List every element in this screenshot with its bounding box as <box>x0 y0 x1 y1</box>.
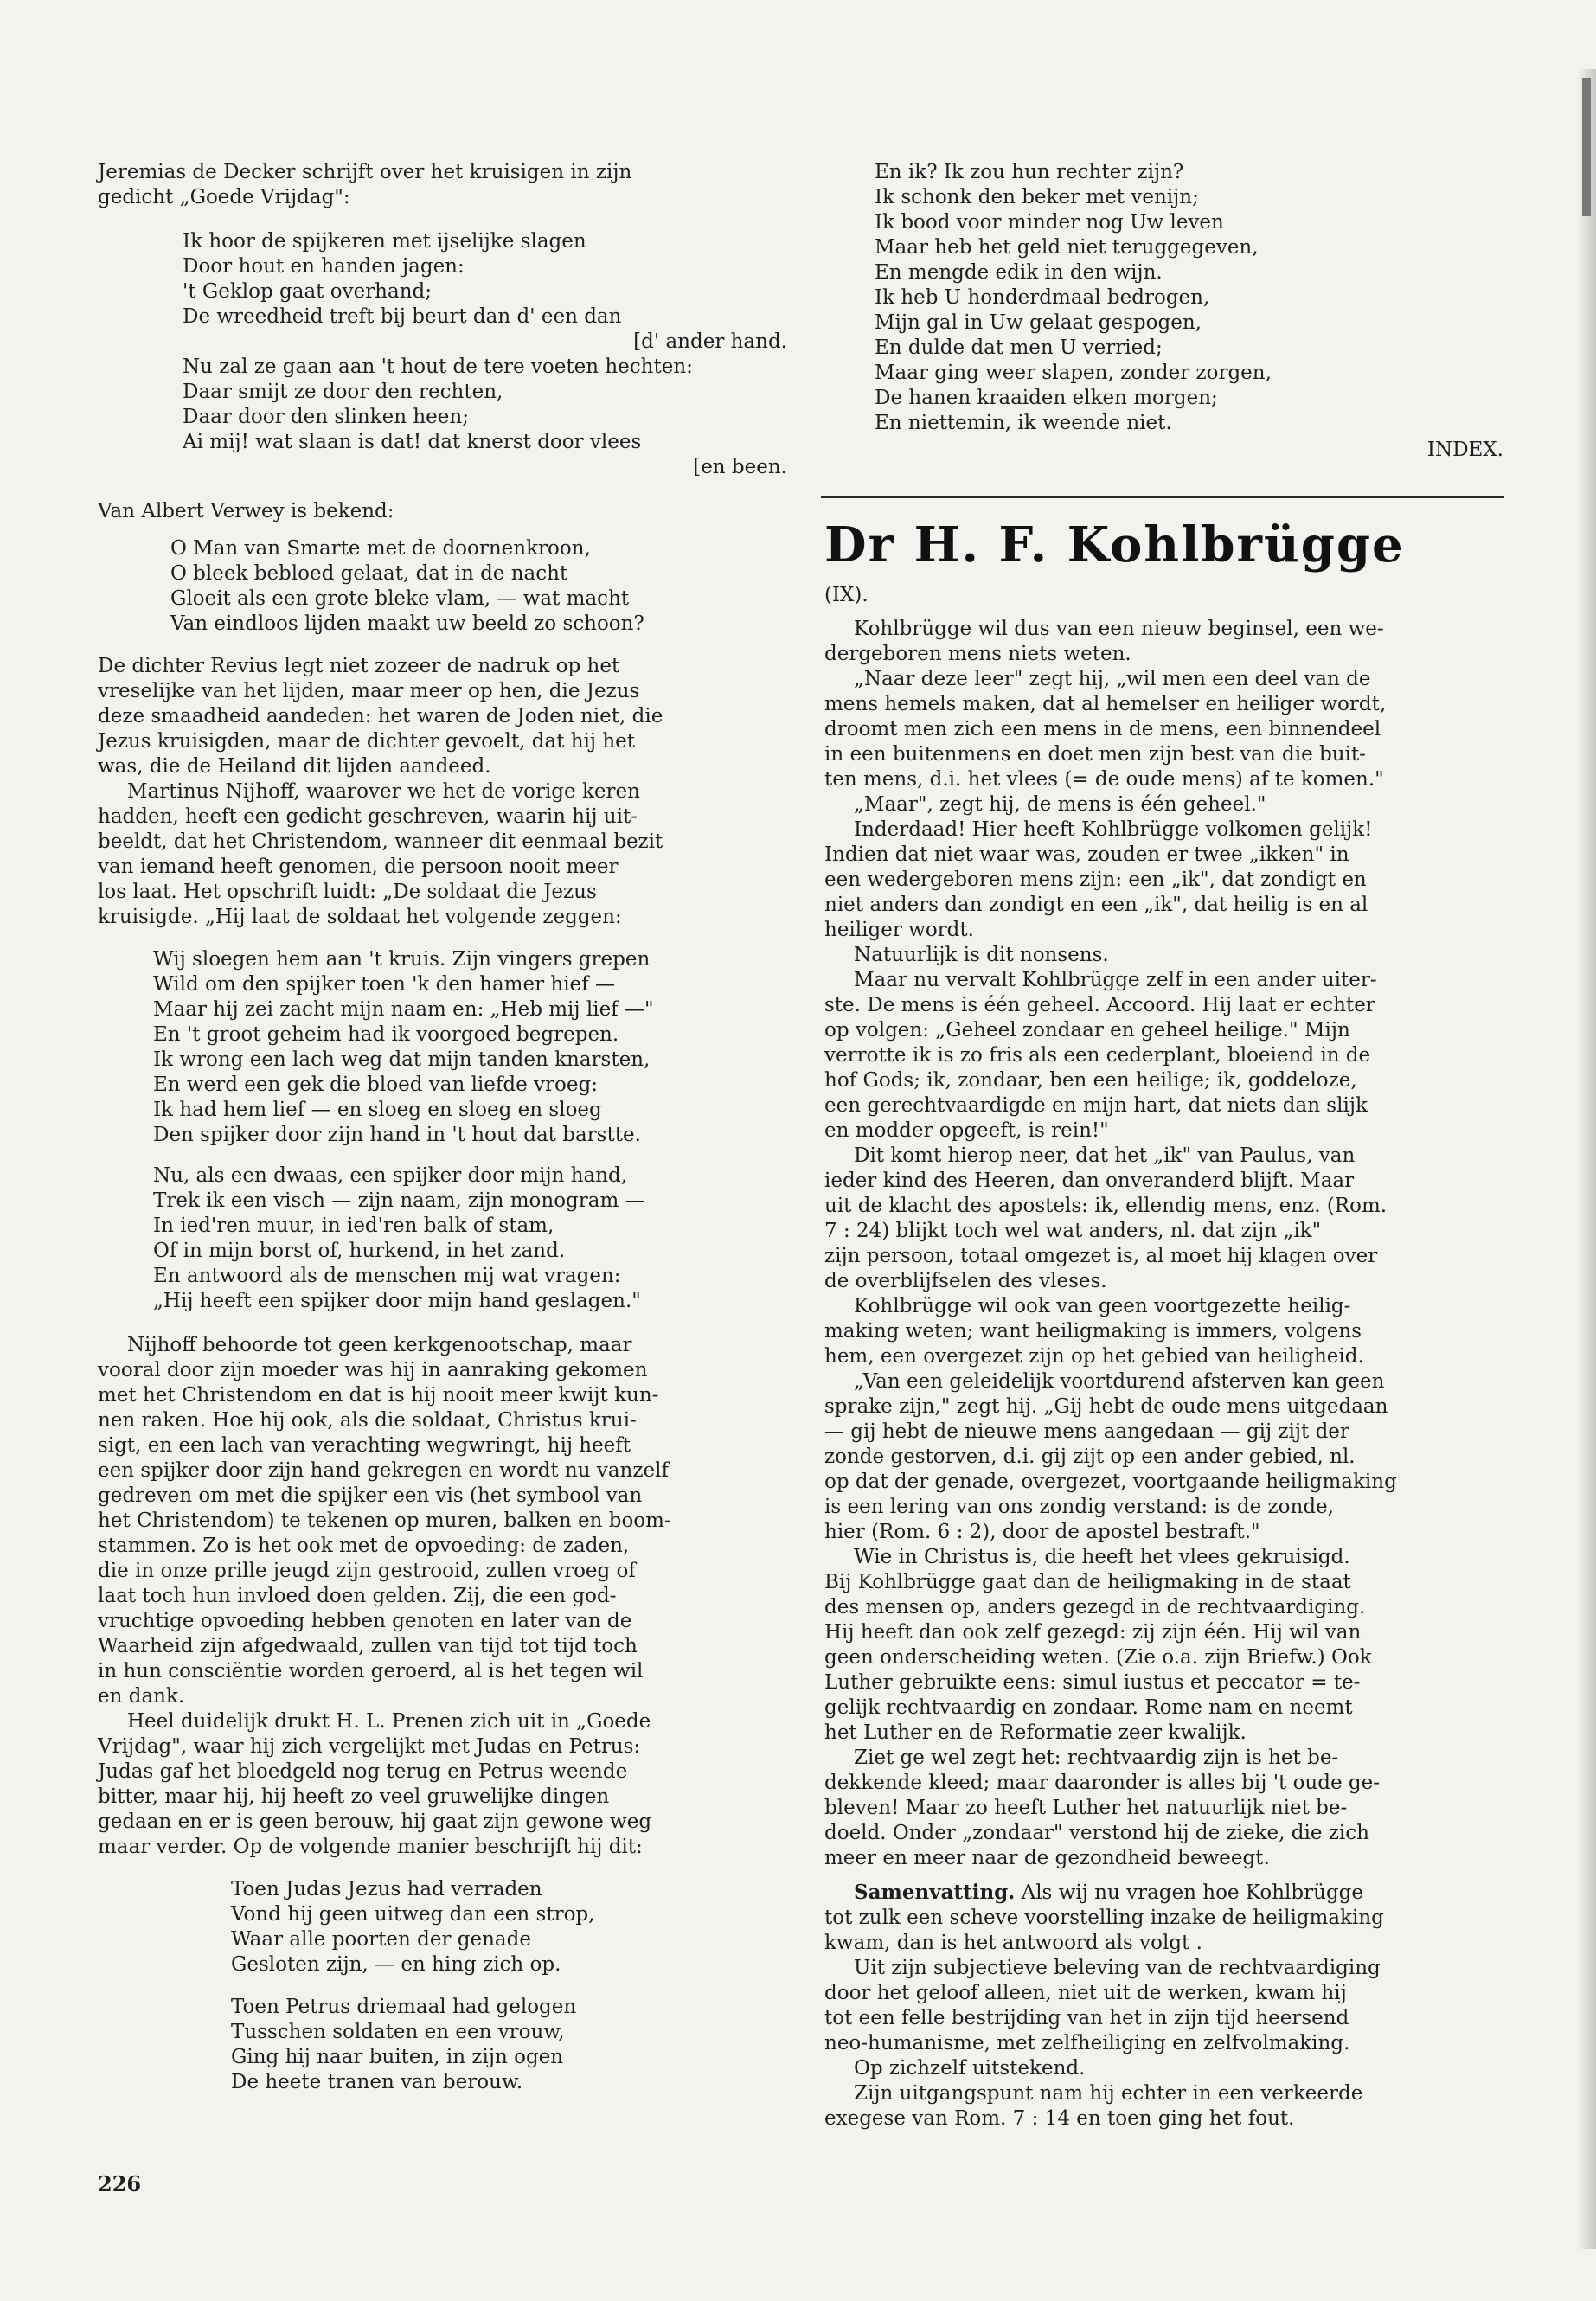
text-line: die in onze prille jeugd zijn gestrooid, zullen vroeg of <box>98 1560 636 1582</box>
text-line: en modder opgeeft, is rein!" <box>824 1119 1109 1142</box>
paragraph-nijhoff-2 <box>98 1333 787 1709</box>
text-line: 7 : 24) blijkt toch wel wat anders, nl. dat zijn „ik" <box>824 1220 1322 1242</box>
text-line: gedreven om met die spijker een vis (het symbool van <box>98 1484 643 1507</box>
poem-line: Gloeit als een grote bleke vlam, — wat macht <box>170 587 630 610</box>
poem-line: Mijn gal in Uw gelaat gespogen, <box>875 311 1202 334</box>
poem-line: [d' ander hand. <box>633 330 787 353</box>
poem-line: Den spijker door zijn hand in 't hout dat barstte. <box>153 1124 641 1146</box>
text-line: maar verder. Op de volgende manier beschrijft hij dit: <box>98 1836 643 1858</box>
text-line: droomt men zich een mens in de mens, een binnendeel <box>824 718 1381 740</box>
text-line: Martinus Nijhoff, waarover we het de vorige keren <box>127 780 640 803</box>
text-line: een wedergeboren mens zijn: een „ik", dat zondigt en <box>824 868 1367 891</box>
summary-heading: Samenvatting. <box>854 1881 1016 1904</box>
text-line: niet anders dan zondigt en een „ik", dat heilig is en al <box>824 894 1368 916</box>
paragraph-4 <box>824 817 1503 943</box>
text-line: „Naar deze leer" zegt hij, „wil men een deel van de <box>854 668 1371 690</box>
text-line: dekkende kleed; maar daaronder is alles bij 't oude ge- <box>824 1772 1380 1794</box>
text-line: zijn persoon, totaal omgezet is, al moet hij klagen over <box>824 1245 1378 1267</box>
text-line: Ziet ge wel zegt het: rechtvaardig zijn is het be- <box>854 1747 1339 1769</box>
paragraph-5 <box>824 943 1503 968</box>
poem-line: En ik? Ik zou hun rechter zijn? <box>875 161 1184 183</box>
text-line: Op zichzelf uitstekend. <box>854 2057 1086 2080</box>
text-line: hem, een overgezet zijn op het gebied van heiligheid. <box>824 1345 1364 1368</box>
text-line: Waarheid zijn afgedwaald, zullen van tijd tot tijd toch <box>98 1635 638 1657</box>
poem-line: Door hout en handen jagen: <box>183 255 465 278</box>
text-line: „Maar", zegt hij, de mens is één geheel." <box>854 793 1266 816</box>
text-line: geen onderscheiding weten. (Zie o.a. zijn Briefw.) Ook <box>824 1646 1372 1669</box>
text-line: Bij Kohlbrügge gaat dan de heiligmaking in de staat <box>824 1571 1351 1593</box>
poem-line: O bleek bebloed gelaat, dat in de nacht <box>170 562 568 585</box>
text-line: vreselijke van het lijden, maar meer op hen, die Jezus <box>98 680 640 702</box>
poem-line: Van eindloos lijden maakt uw beeld zo schoon? <box>170 612 644 635</box>
text-line: op dat der genade, overgezet, voortgaande heiligmaking <box>824 1471 1397 1493</box>
author-signature: INDEX. <box>1426 439 1503 461</box>
section-divider <box>821 496 1504 498</box>
text-line: Kohlbrügge wil ook van geen voortgezette heilig- <box>854 1295 1351 1317</box>
poem-line: Wild om den spijker toen 'k den hamer hief — <box>153 973 615 996</box>
text-line: van iemand heeft genomen, die persoon nooit meer <box>98 856 619 878</box>
poem-line: De wreedheid treft bij beurt dan d' een dan <box>183 305 622 328</box>
text-line: Uit zijn subjectieve beleving van de rechtvaardiging <box>854 1957 1381 1979</box>
text-line: Nijhoff behoorde tot geen kerkgenootschap, maar <box>127 1334 632 1356</box>
text-line: in een buitenmens en doet men zijn best van die buit- <box>824 743 1366 766</box>
text-line: tot zulk een scheve voorstelling inzake de heiligmaking <box>824 1907 1384 1929</box>
text-line: Heel duidelijk drukt H. L. Prenen zich uit in „Goede <box>127 1710 651 1733</box>
poem-prenen-stanza-1 <box>202 1877 787 1977</box>
right-column <box>824 160 1503 2131</box>
paragraph-9 <box>824 1369 1503 1545</box>
poem-line: Vond hij geen uitweg dan een strop, <box>231 1903 595 1926</box>
text-line: in hun consciëntie worden geroerd, al is het tegen wil <box>98 1660 644 1682</box>
poem-line: Ik heb U honderdmaal bedrogen, <box>875 286 1210 309</box>
text-line: het Christendom) te tekenen op muren, balken en boom- <box>98 1509 671 1532</box>
text-line: neo-humanisme, met zelfheiliging en zelfvolmaking. <box>824 2032 1350 2054</box>
poem-line: Nu, als een dwaas, een spijker door mijn hand, <box>153 1164 628 1187</box>
text-line: laat toch hun invloed doen gelden. Zij, die een god- <box>98 1585 617 1607</box>
paragraph-10 <box>824 1545 1503 1746</box>
poem-line: Tusschen soldaten en een vrouw, <box>231 2021 565 2043</box>
text-line: Wie in Christus is, die heeft het vlees gekruisigd. <box>854 1546 1350 1568</box>
text-line: Zijn uitgangspunt nam hij echter in een verkeerde <box>854 2082 1363 2105</box>
poem-line: Nu zal ze gaan aan 't hout de tere voeten hechten: <box>183 356 693 378</box>
poem-line: O Man van Smarte met de doornenkroon, <box>170 537 591 560</box>
text-line: gedaan en er is geen berouw, hij gaat zijn gewone weg <box>98 1811 652 1833</box>
poem-verwey <box>141 536 787 637</box>
text-line: ieder kind des Heeren, dan onveranderd blijft. Maar <box>824 1170 1355 1192</box>
paragraph-prenen <box>98 1709 787 1860</box>
poem-line: Wij sloegen hem aan 't kruis. Zijn vingers grepen <box>153 948 651 971</box>
poem-line: Ging hij naar buiten, in zijn ogen <box>231 2046 564 2068</box>
poem-line: En dulde dat men U verried; <box>875 336 1163 359</box>
scan-edge-shadow <box>1577 69 1596 2249</box>
poem-nijhoff-stanza-2 <box>124 1163 787 1314</box>
text-line: sigt, en een lach van verachting wegwringt, hij heeft <box>98 1434 631 1457</box>
text-line: mens hemels maken, dat al hemelser en heiliger wordt, <box>824 693 1387 715</box>
poem-line: „Hij heeft een spijker door mijn hand geslagen." <box>153 1290 641 1312</box>
poem-line: Ik wrong een lach weg dat mijn tanden knarsten, <box>153 1048 651 1071</box>
text-line: de overblijfselen des vleses. <box>824 1270 1107 1292</box>
poem-line: Gesloten zijn, — en hing zich op. <box>231 1953 561 1976</box>
paragraph-12 <box>824 1956 1503 2056</box>
poem-line: Of in mijn borst of, hurkend, in het zand. <box>153 1240 566 1262</box>
poem-prenen-stanza-3 <box>845 160 1503 436</box>
text-line: Vrijdag", waar hij zich vergelijkt met Judas en Petrus: <box>98 1735 641 1758</box>
text-line: een gerechtvaardigde en mijn hart, dat niets dan slijk <box>824 1094 1368 1117</box>
poem-line: Trek ik een visch — zijn naam, zijn monogram — <box>153 1189 645 1212</box>
stanza-gap <box>98 1148 787 1163</box>
poem-line: Maar hij zei zacht mijn naam en: „Heb mij lief —" <box>153 998 654 1021</box>
text-line: Inderdaad! Hier heeft Kohlbrügge volkomen gelijk! <box>854 818 1373 841</box>
poem-decker <box>153 229 787 480</box>
text-line: Natuurlijk is dit nonsens. <box>854 944 1109 966</box>
article-subtitle: (IX). <box>824 584 869 606</box>
poem-line: Ik schonk den beker met venijn; <box>875 186 1199 208</box>
poem-line: Daar door den slinken heen; <box>183 406 469 428</box>
summary-first-line <box>824 1880 1503 1906</box>
poem-line: Ik hoor de spijkeren met ijselijke slagen <box>183 230 586 253</box>
poem-line: [en been. <box>693 456 787 478</box>
poem-line: Ik had hem lief — en sloeg en sloeg en sloeg <box>153 1099 602 1121</box>
article-title: Dr H. F. Kohlbrügge <box>824 516 1405 574</box>
paragraph-7 <box>824 1144 1503 1294</box>
text-line: vooral door zijn moeder was hij in aanraking gekomen <box>98 1359 648 1381</box>
text-line: De dichter Revius legt niet zozeer de nadruk op het <box>98 655 620 677</box>
text-line: het Luther en de Reformatie zeer kwalijk. <box>824 1721 1247 1744</box>
paragraph-nijhoff <box>98 779 787 930</box>
text-line: making weten; want heiligmaking is immers, volgens <box>824 1320 1362 1343</box>
summary-paragraph <box>824 1906 1503 1956</box>
text-line: Indien dat niet waar was, zouden er twee „ikken" in <box>824 843 1349 866</box>
text-line: kwam, dan is het antwoord als volgt . <box>824 1932 1202 1954</box>
text-line: verrotte ik is zo fris als een cederplant, bloeiend in de <box>824 1044 1371 1067</box>
text-line: op volgen: „Geheel zondaar en geheel heilige." Mijn <box>824 1019 1350 1042</box>
text-line: ten mens, d.i. het vlees (= de oude mens) af te komen." <box>824 768 1384 791</box>
poem-prenen-stanza-2 <box>202 1995 787 2095</box>
poem-nijhoff-stanza-1 <box>124 947 787 1148</box>
text-line: sprake zijn," zegt hij. „Gij hebt de oude mens uitgedaan <box>824 1395 1388 1418</box>
text-line: ste. De mens is één geheel. Accoord. Hij laat er echter <box>824 994 1375 1016</box>
text-line: „Van een geleidelijk voortdurend afsterven kan geen <box>854 1370 1385 1393</box>
poem-line: Toen Petrus driemaal had gelogen <box>231 1996 577 2018</box>
text-line: Dit komt hierop neer, dat het „ik" van Paulus, van <box>854 1144 1356 1167</box>
poem-line: En werd een gek die bloed van liefde vroeg: <box>153 1074 598 1096</box>
text-line: tot een felle bestrijding van het in zijn tijd heersend <box>824 2007 1349 2029</box>
poem-line: En 't groot geheim had ik voorgoed begrepen. <box>153 1023 619 1046</box>
text-line: uit de klacht des apostels: ik, ellendig mens, enz. (Rom. <box>824 1195 1388 1217</box>
text-line: doeld. Onder „zondaar" verstond hij de zieke, die zich <box>824 1822 1369 1844</box>
text-line: hadden, heeft een gedicht geschreven, waarin hij uit- <box>98 805 638 828</box>
poem-line: De heete tranen van berouw. <box>231 2071 523 2093</box>
paragraph-revius <box>98 654 787 779</box>
text-line: bitter, maar hij, hij heeft zo veel gruwelijke dingen <box>98 1785 610 1808</box>
text-line: Kohlbrügge wil dus van een nieuw beginsel, een we- <box>854 618 1384 640</box>
text-line: hier (Rom. 6 : 2), door de apostel bestraft." <box>824 1521 1260 1543</box>
poem-line: Maar heb het geld niet teruggegeven, <box>875 236 1259 259</box>
text-line: Judas gaf het bloedgeld nog terug en Petrus weende <box>98 1760 628 1783</box>
text-line: vruchtige opvoeding hebben genoten en later van de <box>98 1610 632 1632</box>
text-line: kruisigde. „Hij laat de soldaat het volgende zeggen: <box>98 906 622 928</box>
paragraph-8 <box>824 1294 1503 1369</box>
text-line: Maar nu vervalt Kohlbrügge zelf in een ander uiter- <box>854 969 1377 991</box>
text-line: heiliger wordt. <box>824 919 974 941</box>
poem-line: En antwoord als de menschen mij wat vragen: <box>153 1265 621 1287</box>
poem-line: Ai mij! wat slaan is dat! dat knerst door vlees <box>183 431 642 453</box>
text-line: beeldt, dat het Christendom, wanneer dit eenmaal bezit <box>98 830 663 853</box>
page-number: 226 <box>98 2171 142 2196</box>
poem-line: Ik bood voor minder nog Uw leven <box>875 211 1224 234</box>
text-line: een spijker door zijn hand gekregen en wordt nu vanzelf <box>98 1459 669 1482</box>
poem-line: Maar ging weer slapen, zonder zorgen, <box>875 362 1272 384</box>
text-line: nen raken. Hoe hij ook, als die soldaat, Christus krui- <box>98 1409 637 1432</box>
text-line: gelijk rechtvaardig en zondaar. Rome nam en neemt <box>824 1696 1353 1719</box>
text-line: door het geloof alleen, niet uit de werken, kwam hij <box>824 1982 1347 2004</box>
text-line: bleven! Maar zo heeft Luther het natuurlijk niet be- <box>824 1797 1348 1819</box>
text-line: los laat. Het opschrift luidt: „De soldaat die Jezus <box>98 881 597 903</box>
text-line: was, die de Heiland dit lijden aandeed. <box>98 755 491 778</box>
poem-line: En mengde edik in den wijn. <box>875 261 1163 284</box>
paragraph-13 <box>824 2056 1503 2081</box>
text-line: — gij hebt de nieuwe mens aangedaan — gij zijt der <box>824 1420 1349 1443</box>
text-line: zonde gestorven, d.i. gij zijt op een ander gebied, nl. <box>824 1445 1356 1468</box>
gap <box>98 1314 787 1333</box>
text-line: dergeboren mens niets weten. <box>824 643 1131 665</box>
text-line: met het Christendom en dat is hij nooit meer kwijt kun- <box>98 1384 659 1407</box>
summary-first-line-text: Als wij nu vragen hoe Kohlbrügge <box>1015 1881 1364 1904</box>
text-line: Jeremias de Decker schrijft over het kruisigen in zijn <box>98 161 632 183</box>
paragraph-verwey-intro: Van Albert Verwey is bekend: <box>98 500 394 522</box>
text-line: des mensen op, anders gezegd in de rechtvaardiging. <box>824 1596 1366 1618</box>
text-line: Hij heeft dan ook zelf gezegd: zij zijn één. Hij wil van <box>824 1621 1362 1644</box>
paragraph-2 <box>824 667 1503 792</box>
gap <box>824 1871 1503 1880</box>
text-line: Luther gebruikte eens: simul iustus et peccator = te- <box>824 1671 1361 1694</box>
text-line: hof Gods; ik, zondaar, ben een heilige; ik, goddeloze, <box>824 1069 1357 1092</box>
text-line: is een lering van ons zondig verstand: is de zonde, <box>824 1496 1334 1518</box>
poem-line: De hanen kraaiden elken morgen; <box>875 387 1218 409</box>
poem-line: In ied'ren muur, in ied'ren balk of stam, <box>153 1215 554 1237</box>
paragraph-decker-intro <box>98 160 787 210</box>
text-line: gedicht „Goede Vrijdag": <box>98 186 350 208</box>
paragraph-3 <box>824 792 1503 817</box>
paragraph-11 <box>824 1746 1503 1871</box>
paragraph-14 <box>824 2081 1503 2131</box>
poem-line: 't Geklop gaat overhand; <box>183 280 432 303</box>
poem-line: En niettemin, ik weende niet. <box>875 412 1172 434</box>
left-column <box>98 160 787 2095</box>
paragraph-6 <box>824 968 1503 1144</box>
poem-line: Daar smijt ze door den rechten, <box>183 381 503 403</box>
text-line: Jezus kruisigden, maar de dichter gevoelt, dat hij het <box>98 730 636 753</box>
text-line: stammen. Zo is het ook met de opvoeding: de zaden, <box>98 1535 630 1557</box>
poem-line: Waar alle poorten der genade <box>231 1928 531 1951</box>
text-line: deze smaadheid aandeden: het waren de Joden niet, die <box>98 705 663 727</box>
text-line: meer en meer naar de gezondheid beweegt. <box>824 1847 1270 1869</box>
paragraph-1 <box>824 617 1503 667</box>
poem-line: Toen Judas Jezus had verraden <box>231 1878 542 1900</box>
scan-edge-mark <box>1582 78 1591 216</box>
text-line: en dank. <box>98 1685 185 1708</box>
text-line: exegese van Rom. 7 : 14 en toen ging het fout. <box>824 2107 1295 2130</box>
